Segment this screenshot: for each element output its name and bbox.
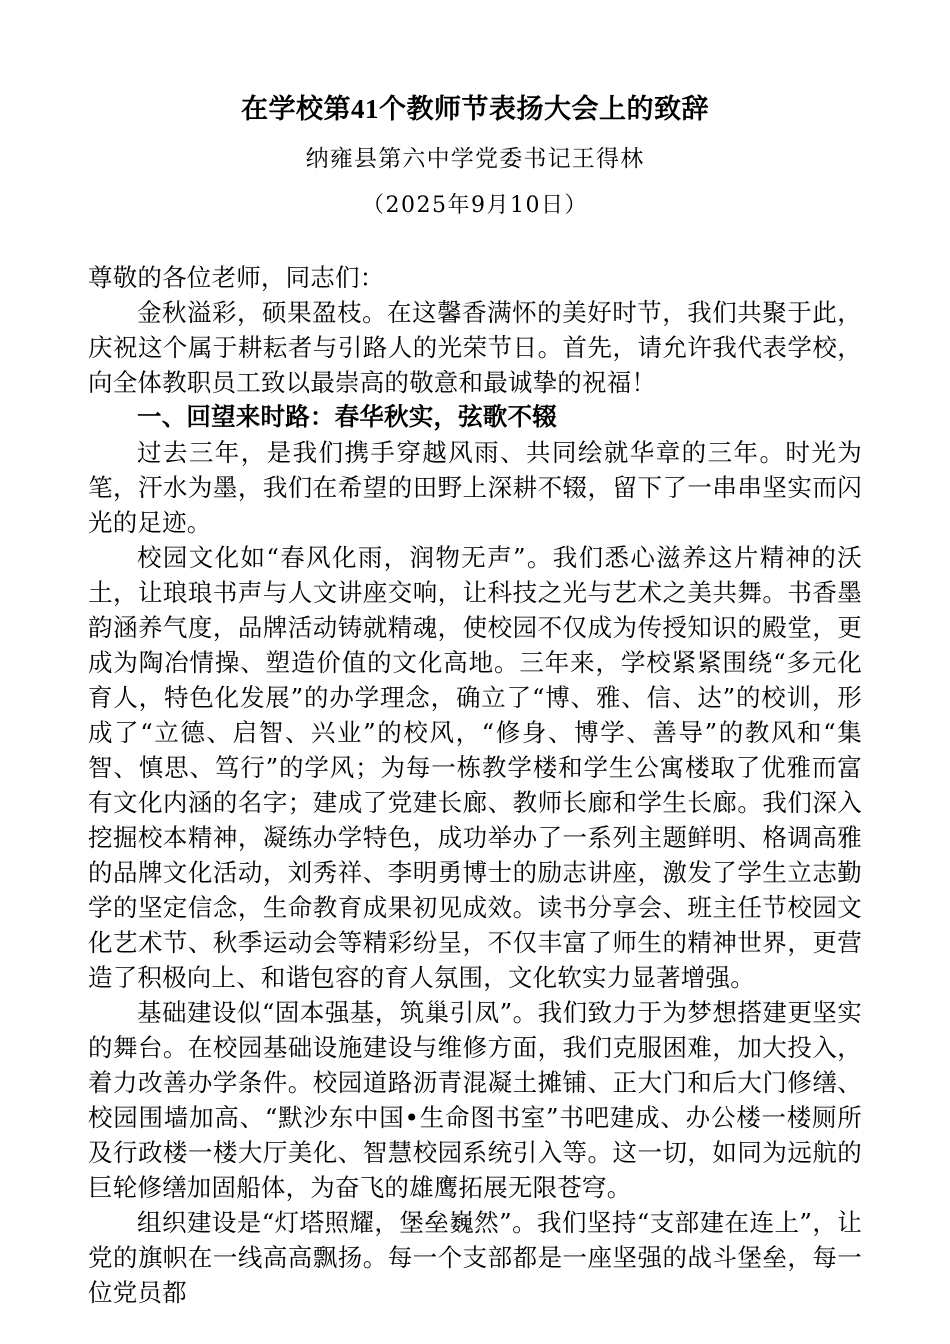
paragraph-infrastructure: 基础建设似“固本强基，筑巢引凤”。我们致力于为梦想搭建更坚实的舞台。在校园基础设施建设与维修方面，我们克服困难，加大投入，着力改善办学条件。校园道路沥青混凝土摊铺、正大门和后大门修缮、校园围墙加高、“默沙东中国•生命图书室”书吧建成、办公楼一楼厕所及行政楼一楼大厅美化、智慧校园系统引入等。这一切，如同为远航的巨轮修缮加固船体，为奋飞的雄鹰拓展无限苍穹。 <box>88 997 862 1202</box>
paragraph-opening: 金秋溢彩，硕果盈枝。在这馨香满怀的美好时节，我们共聚于此，庆祝这个属于耕耘者与引路人的光荣节日。首先，请允许我代表学校，向全体教职员工致以最崇高的敬意和最诚挚的祝福！ <box>88 297 862 397</box>
document-content <box>88 0 862 1310</box>
section-heading-one: 一、回望来时路：春华秋实，弦歌不辍 <box>137 403 557 431</box>
document-subtitle: 纳雍县第六中学党委书记王得林 <box>305 146 645 173</box>
paragraph-campus-culture: 校园文化如“春风化雨，润物无声”。我们悉心滋养这片精神的沃土，让琅琅书声与人文讲座交响，让科技之光与艺术之美共舞。书香墨韵涵养气度，品牌活动铸就精魂，使校园不仅成为传授知识的殿堂，更成为陶冶情操、塑造价值的文化高地。三年来，学校紧紧围绕“多元化育人，特色化发展”的办学理念，确立了“博、雅、信、达”的校训，形成了“立德、启智、兴业”的校风，“修身、博学、善导”的教风和“集智、慎思、笃行”的学风；为每一栋教学楼和学生公寓楼取了优雅而富有文化内涵的名字；建成了党建长廊、教师长廊和学生长廊。我们深入挖掘校本精神，凝练办学特色，成功举办了一系列主题鲜明、格调高雅的品牌文化活动，刘秀祥、李明勇博士的励志讲座，激发了学生立志勤学的坚定信念，生命教育成果初见成效。读书分享会、班主任节校园文化艺术节、秋季运动会等精彩纷呈，不仅丰富了师生的精神世界，更营造了积极向上、和谐包容的育人氛围，文化软实力显著增强。 <box>88 542 862 992</box>
salutation: 尊敬的各位老师，同志们： <box>88 262 385 292</box>
page-title: 在学校第41个教师节表扬大会上的致辞 <box>241 94 709 124</box>
paragraph-organization: 组织建设是“灯塔照耀，堡垒巍然”。我们坚持“支部建在连上”，让党的旗帜在一线高高飘扬。每一个支部都是一座坚强的战斗堡垒，每一位党员都 <box>88 1207 862 1307</box>
document-body <box>88 222 862 1310</box>
document-date: （2025年9月10日） <box>362 192 588 218</box>
paragraph-three-years: 过去三年，是我们携手穿越风雨、共同绘就华章的三年。时光为笔，汗水为墨，我们在希望的田野上深耕不辍，留下了一串串坚实而闪光的足迹。 <box>88 437 862 537</box>
